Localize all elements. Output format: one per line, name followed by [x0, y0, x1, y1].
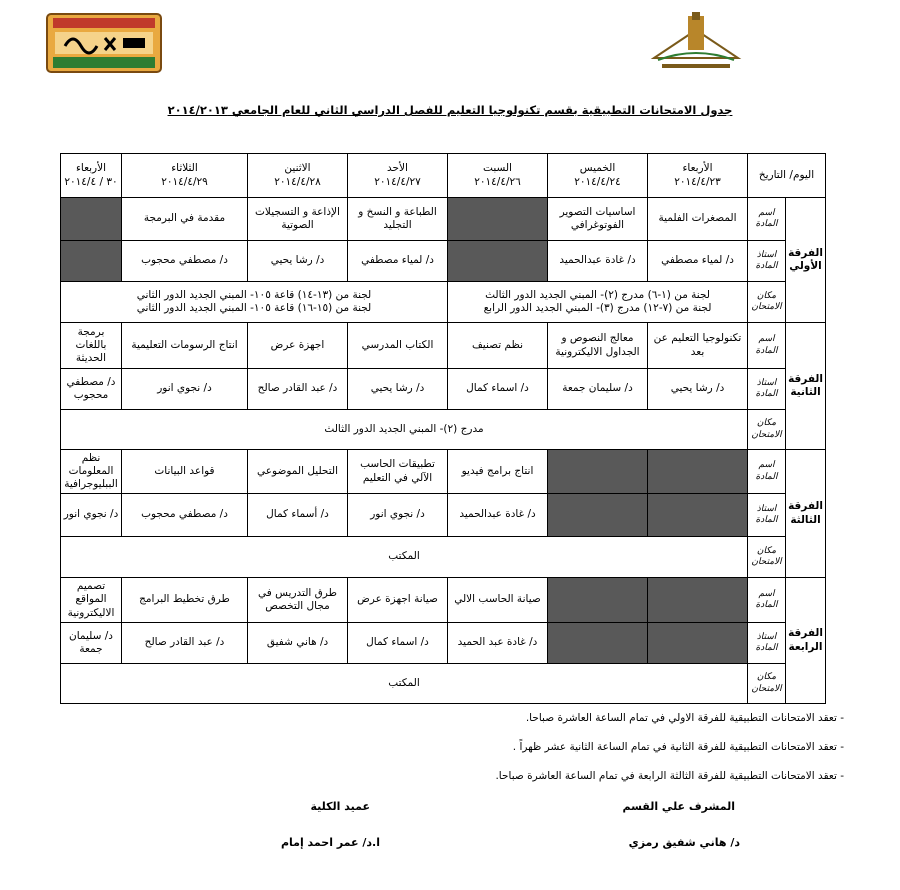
table-row [61, 323, 826, 369]
note-item: - تعقد الامتحانات التطبيقية للفرقة الاولي في تمام الساعة العاشرة صباحا. [525, 712, 844, 724]
empty-cell [648, 494, 748, 537]
subject-cell: نظم تصنيف [448, 323, 548, 369]
row-label: استاذ المادة [748, 623, 786, 664]
section-name: الفرقة الرابعة [786, 578, 826, 704]
teacher-cell: د/ هاني شفيق [248, 623, 348, 664]
subject-cell: نظم المعلومات الببليوجرافية [61, 450, 122, 494]
section-name: الفرقة الثانية [786, 323, 826, 450]
section-name: الفرقة الأولي [786, 198, 826, 323]
day-header: الاثنين ٢٠١٤/٤/٢٨ [248, 154, 348, 198]
subject-cell: الكتاب المدرسي [348, 323, 448, 369]
header-corner: اليوم/ التاريخ [748, 154, 826, 198]
table-row [61, 410, 826, 450]
empty-cell [548, 578, 648, 623]
teacher-cell: د/ نجوي انور [122, 369, 248, 410]
teacher-cell: د/ غادة عبدالحميد [448, 494, 548, 537]
place-cell: لجنة من (١-٦) مدرج (٢)- المبني الجديد الدور الثالث لجنة من (٧-١٢) مدرج (٣)- المبني الجديد الدور الرابع [448, 282, 748, 323]
dean-name: ا.د/ عمر احمد إمام [280, 836, 380, 849]
subject-cell: انتاج برامج فيديو [448, 450, 548, 494]
place-cell: مدرج (٢)- المبني الجديد الدور الثالث [61, 410, 748, 450]
dean-title: عميد الكلية [310, 800, 370, 813]
row-label: استاذ المادة [748, 369, 786, 410]
teacher-cell: د/ غادة عبدالحميد [548, 241, 648, 282]
subject-cell: معالج النصوص و الجداول الاليكترونية [548, 323, 648, 369]
day-header: السبت ٢٠١٤/٤/٢٦ [448, 154, 548, 198]
place-cell: المكتب [61, 664, 748, 704]
note-item: - تعقد الامتحانات التطبيقية للفرقة الثانية في تمام الساعة الثانية عشر ظهراً . [512, 741, 844, 753]
day-header: الثلاثاء ٢٠١٤/٤/٢٩ [122, 154, 248, 198]
row-label: اسم المادة [748, 198, 786, 241]
row-label: مكان الامتحان [748, 282, 786, 323]
teacher-cell: د/ نجوي انور [61, 494, 122, 537]
teacher-cell: د/ لمياء مصطفي [348, 241, 448, 282]
teacher-cell: د/ مصطفي محجوب [122, 494, 248, 537]
teacher-cell: د/ رشا يحيي [248, 241, 348, 282]
teacher-cell: د/ لمياء مصطفي [648, 241, 748, 282]
table-row [61, 369, 826, 410]
college-logo [45, 12, 163, 74]
teacher-cell: د/ رشا يحيي [348, 369, 448, 410]
day-header: الأحد ٢٠١٤/٤/٢٧ [348, 154, 448, 198]
row-label: اسم المادة [748, 450, 786, 494]
row-label: استاذ المادة [748, 494, 786, 537]
table-row [61, 282, 826, 323]
place-cell: المكتب [61, 537, 748, 578]
place-cell: لجنة من (١٣-١٤) قاعة ١٠٥- المبني الجديد الدور الثاني لجنة من (١٥-١٦) قاعة ١٠٥- المبني الجديد الدور الثاني [61, 282, 448, 323]
subject-cell: برمجة باللغات الحديثة [61, 323, 122, 369]
table-row [61, 241, 826, 282]
day-header: الخميس ٢٠١٤/٤/٢٤ [548, 154, 648, 198]
empty-cell [61, 241, 122, 282]
subject-cell: اساسيات التصوير الفوتوغرافي [548, 198, 648, 241]
subject-cell: قواعد البيانات [122, 450, 248, 494]
supervisor-title: المشرف علي القسم [622, 800, 735, 813]
table-row [61, 623, 826, 664]
table-row [61, 537, 826, 578]
empty-cell [648, 450, 748, 494]
subject-cell: اجهزة عرض [248, 323, 348, 369]
subject-cell: صيانة اجهزة عرض [348, 578, 448, 623]
teacher-cell: د/ مصطفي محجوب [122, 241, 248, 282]
subject-cell: تصميم المواقع الاليكترونية [61, 578, 122, 623]
row-label: مكان الامتحان [748, 410, 786, 450]
teacher-cell: د/ عبد القادر صالح [248, 369, 348, 410]
section-name: الفرقة الثالثة [786, 450, 826, 578]
empty-cell [548, 494, 648, 537]
empty-cell [548, 450, 648, 494]
empty-cell [548, 623, 648, 664]
notes-list [44, 712, 844, 799]
table-row [61, 450, 826, 494]
subject-cell: المصغرات الفلمية [648, 198, 748, 241]
day-header: الأربعاء ٣٠ / ٢٠١٤/٤ [61, 154, 122, 198]
day-header: الأربعاء ٢٠١٤/٤/٢٣ [648, 154, 748, 198]
row-label: اسم المادة [748, 323, 786, 369]
subject-cell: الإذاعة و التسجيلات الصوتية [248, 198, 348, 241]
teacher-cell: د/ سليمان جمعة [548, 369, 648, 410]
subject-cell: تكنولوجيا التعليم عن بعد [648, 323, 748, 369]
empty-cell [648, 578, 748, 623]
subject-cell: الطباعة و النسخ و التجليد [348, 198, 448, 241]
page-title: جدول الامتحانات التطبيقية بقسم تكنولوجيا التعليم للفصل الدراسي الثاني للعام الجامعي ٢٠١٤/٢٠١٣ [167, 103, 733, 117]
subject-cell: صيانة الحاسب الالي [448, 578, 548, 623]
table-row [61, 494, 826, 537]
teacher-cell: د/ نجوي انور [348, 494, 448, 537]
empty-cell [648, 623, 748, 664]
subject-cell: انتاج الرسومات التعليمية [122, 323, 248, 369]
empty-cell [61, 198, 122, 241]
university-logo [648, 10, 744, 74]
empty-cell [448, 198, 548, 241]
subject-cell: التحليل الموضوعي [248, 450, 348, 494]
row-label: اسم المادة [748, 578, 786, 623]
teacher-cell: د/ عبد القادر صالح [122, 623, 248, 664]
teacher-cell: د/ مصطفي محجوب [61, 369, 122, 410]
teacher-cell: د/ غادة عبد الحميد [448, 623, 548, 664]
exam-schedule-table [60, 153, 826, 704]
teacher-cell: د/ اسماء كمال [448, 369, 548, 410]
subject-cell: طرق تخطيط البرامج [122, 578, 248, 623]
row-label: مكان الامتحان [748, 664, 786, 704]
table-row [61, 664, 826, 704]
subject-cell: تطبيقات الحاسب الآلي في التعليم [348, 450, 448, 494]
empty-cell [448, 241, 548, 282]
note-item: - تعقد الامتحانات التطبيقية للفرقة الثالثة الرابعة في تمام الساعة العاشرة صباحا. [495, 770, 844, 782]
row-label: مكان الامتحان [748, 537, 786, 578]
supervisor-name: د/ هاني شفيق رمزي [628, 836, 740, 849]
row-label: استاذ المادة [748, 241, 786, 282]
teacher-cell: د/ رشا يحيي [648, 369, 748, 410]
table-row [61, 578, 826, 623]
table-row [61, 198, 826, 241]
subject-cell: طرق التدريس في مجال التخصص [248, 578, 348, 623]
header-row [61, 154, 826, 198]
teacher-cell: د/ اسماء كمال [348, 623, 448, 664]
teacher-cell: د/ أسماء كمال [248, 494, 348, 537]
teacher-cell: د/ سليمان جمعة [61, 623, 122, 664]
subject-cell: مقدمة في البرمجة [122, 198, 248, 241]
